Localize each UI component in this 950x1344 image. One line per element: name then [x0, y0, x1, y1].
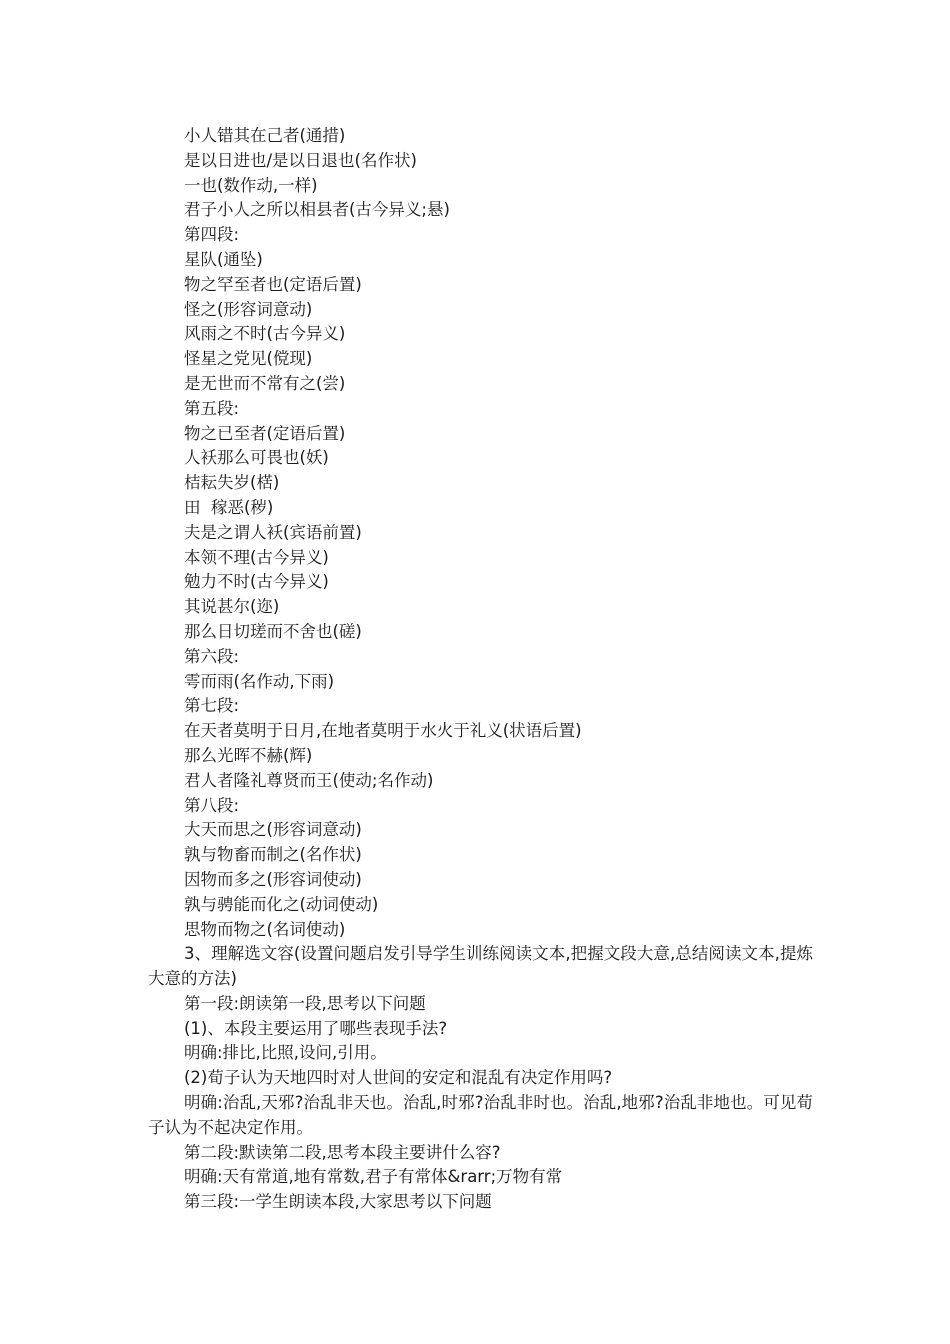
text-line: 其说甚尔(迩) [184, 597, 280, 617]
text-line: 君子小人之所以相县者(古今异义;悬) [184, 200, 450, 220]
answer-2-paragraph: 明确:治乱,天邪?治乱非天也。治乱,时邪?治乱非时也。治乱,地邪?治乱非地也。可见荀子认为不起决定作用。 [148, 1093, 813, 1137]
text-line: 桔耘失岁(楛) [184, 473, 280, 493]
text-line: 是以日进也/是以日退也(名作状) [184, 150, 417, 170]
paragraph-3-prompt: 第三段:一学生朗读本段,大家思考以下问题 [184, 1192, 492, 1212]
text-line: 孰与物畜而制之(名作状) [184, 845, 362, 865]
text-line: 田 稼恶(秽) [184, 497, 274, 517]
text-line: 君人者隆礼尊贤而王(使动;名作动) [184, 770, 434, 790]
text-line: 怪星之党见(傥现) [184, 349, 313, 369]
text-line: 雩而雨(名作动,下雨) [184, 671, 335, 691]
text-line: 小人错其在己者(通措) [184, 126, 346, 145]
question-1: (1)、本段主要运用了哪些表现手法? [184, 1018, 448, 1038]
paragraph-1-prompt: 第一段:朗读第一段,思考以下问题 [184, 993, 426, 1013]
text-line: 物之已至者(定语后置) [184, 423, 346, 443]
text-line: 本领不理(古今异义) [184, 547, 329, 567]
document-body [148, 124, 813, 1215]
answer-3: 明确:天有常道,地有常数,君子有常体&rarr;万物有常 [184, 1167, 563, 1187]
text-line: 因物而多之(形容词使动) [184, 869, 362, 889]
section-heading: 第五段: [184, 398, 240, 418]
text-line: 那么日切瑳而不舍也(磋) [184, 621, 362, 641]
text-line: 在天者莫明于日月,在地者莫明于水火于礼义(状语后置) [184, 721, 582, 741]
text-line: 风雨之不时(古今异义) [184, 324, 346, 344]
text-line: 大天而思之(形容词意动) [184, 820, 362, 840]
text-line: 那么光晖不赫(辉) [184, 745, 313, 765]
question-2: (2)荀子认为天地四时对人世间的安定和混乱有决定作用吗? [184, 1068, 613, 1088]
text-line: 是无世而不常有之(尝) [184, 373, 346, 393]
text-line: 思物而物之(名词使动) [184, 919, 346, 939]
answer-1: 明确:排比,比照,设问,引用。 [184, 1043, 387, 1063]
text-line: 物之罕至者也(定语后置) [184, 274, 362, 294]
text-line: 怪之(形容词意动) [184, 299, 313, 319]
paragraph-2-prompt: 第二段:默读第二段,思考本段主要讲什么容? [184, 1142, 501, 1162]
section-heading: 第七段: [184, 696, 240, 716]
section-3-paragraph: 3、理解选文容(设置问题启发引导学生训练阅读文本,把握文段大意,总结阅读文本,提炼大意的方法) [148, 944, 813, 989]
text-line: 孰与骋能而化之(动词使动) [184, 894, 379, 914]
text-line: 勉力不时(古今异义) [184, 572, 329, 592]
section-heading: 第六段: [184, 646, 240, 666]
section-heading: 第四段: [184, 225, 240, 245]
text-line: 人袄那么可畏也(妖) [184, 448, 329, 468]
section-heading: 第八段: [184, 795, 240, 815]
text-line: 一也(数作动,一样) [184, 175, 318, 195]
text-line: 星队(通坠) [184, 249, 263, 269]
text-line: 夫是之谓人袄(宾语前置) [184, 522, 362, 542]
